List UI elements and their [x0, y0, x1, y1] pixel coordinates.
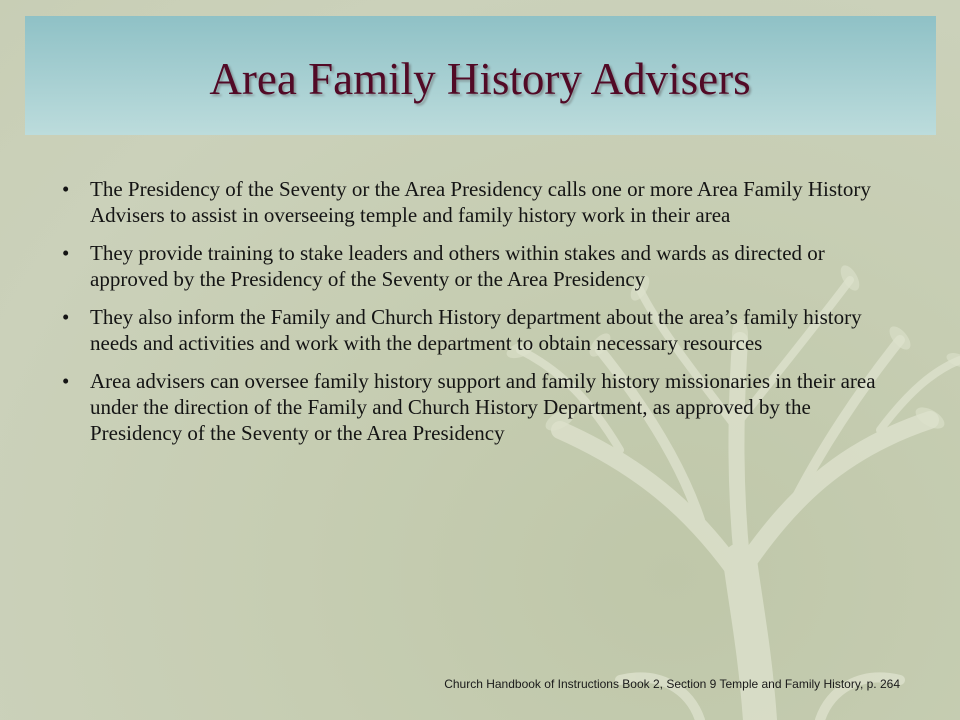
bullet-item [62, 304, 892, 356]
bullet-item [62, 368, 892, 446]
bullet-marker: • [62, 177, 70, 201]
bullet-marker: • [62, 241, 70, 265]
bullet-text: Area advisers can oversee family history support and family history missionaries in their area under the direction of the Family and Church History Department, as approved by the Presidency of the Seventy or the Area Presidency [90, 369, 876, 445]
slide-title: Area Family History Advisers [209, 54, 751, 104]
bullet-marker: • [62, 369, 70, 393]
bullet-marker: • [62, 305, 70, 329]
bullet-text: The Presidency of the Seventy or the Area Presidency calls one or more Area Family History Advisers to assist in overseeing temple and family history work in their area [90, 177, 871, 227]
bullet-item [62, 176, 892, 228]
bullet-item [62, 240, 892, 292]
citation: Church Handbook of Instructions Book 2, Section 9 Temple and Family History, p. 264 [444, 677, 900, 691]
bullet-text: They provide training to stake leaders and others within stakes and wards as directed or approved by the Presidency of the Seventy or the Area Presidency [90, 241, 825, 291]
bullet-list [62, 176, 892, 458]
bullet-text: They also inform the Family and Church History department about the area’s family history needs and activities and work with the department to obtain necessary resources [90, 305, 862, 355]
